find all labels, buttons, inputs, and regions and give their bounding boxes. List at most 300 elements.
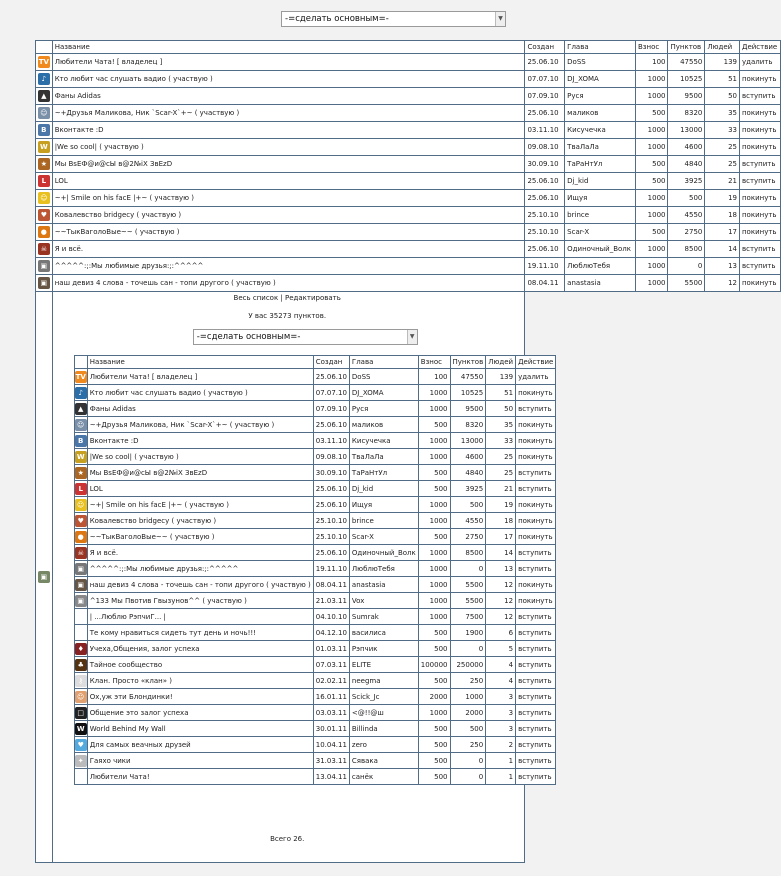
group-head: Кисучечка: [349, 433, 418, 449]
action-link[interactable]: вступить: [739, 156, 780, 173]
action-link[interactable]: покинуть: [739, 190, 780, 207]
created-date: 30.09.10: [525, 156, 565, 173]
icon-cell: [74, 465, 87, 481]
icon-cell: [74, 513, 87, 529]
fee: 500: [418, 673, 450, 689]
action-link[interactable]: вступить: [739, 241, 780, 258]
header-action: Действие: [739, 41, 780, 54]
table-row: [74, 513, 556, 529]
created-date: 03.11.10: [313, 433, 349, 449]
action-link[interactable]: удалить: [739, 54, 780, 71]
header-fee: Взнос: [418, 356, 450, 369]
action-link[interactable]: покинуть: [516, 593, 556, 609]
created-date: 08.04.11: [525, 275, 565, 292]
table-row: [74, 385, 556, 401]
table-row: [36, 71, 781, 88]
icon-cell: [74, 593, 87, 609]
points: 5500: [450, 593, 486, 609]
table-row: [74, 433, 556, 449]
action-link[interactable]: покинуть: [516, 385, 556, 401]
points: 10525: [668, 71, 705, 88]
people-count: 12: [486, 593, 516, 609]
action-link[interactable]: вступить: [516, 737, 556, 753]
table-row: [36, 122, 781, 139]
points: 5500: [668, 275, 705, 292]
created-date: 25.06.10: [313, 497, 349, 513]
action-link[interactable]: вступить: [516, 625, 556, 641]
created-date: 25.06.10: [313, 369, 349, 385]
people-count: 25: [705, 156, 740, 173]
action-link[interactable]: вступить: [516, 721, 556, 737]
table-row: [36, 207, 781, 224]
group-head: ЛюблюТебя: [349, 561, 418, 577]
inner-panel: [53, 292, 554, 862]
fee: 1000: [418, 577, 450, 593]
icon-cell: [36, 122, 53, 139]
full-list-link[interactable]: Весь список: [233, 294, 279, 302]
group-name: Мы BsЕФ@и@сЫ в@2№iX ЗвЕzD: [52, 156, 525, 173]
people-count: 12: [705, 275, 740, 292]
icon-cell: [74, 609, 87, 625]
gruzovik-icon: ▣: [75, 595, 87, 607]
action-link[interactable]: покинуть: [516, 417, 556, 433]
created-date: 07.07.10: [525, 71, 565, 88]
group-name: наш девиз 4 слова - точешь сан - топи другого ( участвую ): [87, 577, 313, 593]
points: 500: [450, 497, 486, 513]
table-row: [74, 465, 556, 481]
icon-cell: [36, 241, 53, 258]
group-head: Кисучечка: [565, 122, 636, 139]
people-count: 4: [486, 673, 516, 689]
group-head: <@!!@ш: [349, 705, 418, 721]
fee: 1000: [418, 705, 450, 721]
smile-icon: ☺: [38, 192, 50, 204]
action-link[interactable]: покинуть: [739, 224, 780, 241]
group-head: ТаРаНтУл: [565, 156, 636, 173]
group-head: DJ_XOMA: [349, 385, 418, 401]
created-date: 25.06.10: [313, 481, 349, 497]
icon-cell: [74, 641, 87, 657]
people-count: 33: [486, 433, 516, 449]
group-name: Общение это залог успеха: [87, 705, 313, 721]
created-date: 02.02.11: [313, 673, 349, 689]
fee: 1000: [418, 593, 450, 609]
people-count: 21: [486, 481, 516, 497]
created-date: 04.12.10: [313, 625, 349, 641]
list-links: [53, 294, 522, 302]
header-icon-cell: [36, 41, 53, 54]
table-row: [74, 417, 556, 433]
created-date: 03.03.11: [313, 705, 349, 721]
action-link[interactable]: покинуть: [516, 433, 556, 449]
group-head: Одиночный_Волк: [349, 545, 418, 561]
header-name: Название: [52, 41, 525, 54]
created-date: 07.03.11: [313, 657, 349, 673]
points: 0: [450, 769, 486, 785]
action-link[interactable]: вступить: [516, 753, 556, 769]
created-date: 09.08.10: [525, 139, 565, 156]
header-icon-cell: [74, 356, 87, 369]
people-count: 1: [486, 769, 516, 785]
points: 0: [450, 753, 486, 769]
group-head: Billinda: [349, 721, 418, 737]
icon-cell: [36, 105, 53, 122]
table-row: [36, 241, 781, 258]
group-head: санёк: [349, 769, 418, 785]
table-row: [36, 224, 781, 241]
created-date: 30.01.11: [313, 721, 349, 737]
total-count: Всего 26.: [270, 835, 305, 843]
icon-cell: [36, 173, 53, 190]
table-row: [74, 529, 556, 545]
created-date: 07.07.10: [313, 385, 349, 401]
action-link[interactable]: покинуть: [739, 139, 780, 156]
fee: 500: [418, 753, 450, 769]
header-head: Глава: [349, 356, 418, 369]
fee: 100: [418, 369, 450, 385]
icon-cell: [36, 88, 53, 105]
action-link[interactable]: покинуть: [516, 497, 556, 513]
action-link[interactable]: вступить: [516, 561, 556, 577]
skull-icon: ☠: [38, 243, 50, 255]
table-row: [74, 561, 556, 577]
fee: 500: [636, 173, 668, 190]
action-link[interactable]: вступить: [739, 88, 780, 105]
created-date: 25.10.10: [525, 224, 565, 241]
group-name: LOL: [87, 481, 313, 497]
points: 13000: [668, 122, 705, 139]
fee: 1000: [418, 401, 450, 417]
table-row: [36, 156, 781, 173]
created-date: 25.10.10: [313, 513, 349, 529]
people-count: 19: [705, 190, 740, 207]
header-row: [74, 356, 556, 369]
people-count: 18: [486, 513, 516, 529]
header-people: Людей: [486, 356, 516, 369]
points: 3925: [668, 173, 705, 190]
group-head: Рэпчик: [349, 641, 418, 657]
action-link[interactable]: покинуть: [739, 105, 780, 122]
action-link[interactable]: вступить: [516, 769, 556, 785]
action-link[interactable]: вступить: [516, 481, 556, 497]
group-name: ~~ТыкВаголоВые~~ ( участвую ): [52, 224, 525, 241]
people-count: 13: [486, 561, 516, 577]
action-link[interactable]: покинуть: [516, 513, 556, 529]
points-info: У вас 35273 пунктов.: [248, 312, 327, 320]
group-name: ~+Друзья Маликова, Ник `Scar-X`+~ ( участвую ): [87, 417, 313, 433]
group-head: Руся: [565, 88, 636, 105]
table-row: [74, 705, 556, 721]
fee: 500: [418, 641, 450, 657]
blank-icon: [75, 611, 87, 623]
action-link[interactable]: вступить: [739, 258, 780, 275]
people-count: 5: [486, 641, 516, 657]
action-link[interactable]: удалить: [516, 369, 556, 385]
created-date: 10.04.11: [313, 737, 349, 753]
icon-cell: [36, 71, 53, 88]
fee: 500: [418, 625, 450, 641]
fee: 500: [418, 465, 450, 481]
success-icon: ♦: [75, 643, 87, 655]
table-row: [74, 769, 556, 785]
weso-cool-icon: W: [38, 141, 50, 153]
cool-icon: ♥: [75, 739, 87, 751]
group-name: Те кому нравиться сидеть тут день и ночь!!!: [87, 625, 313, 641]
table-row: [74, 545, 556, 561]
comm-icon: □: [75, 707, 87, 719]
group-name: LOL: [52, 173, 525, 190]
blank-icon: [75, 771, 87, 783]
icon-cell: [74, 737, 87, 753]
group-name: ^133 Мы Пвотив Гвызунов^^ ( участвую ): [87, 593, 313, 609]
table-row: [36, 105, 781, 122]
points: 8320: [668, 105, 705, 122]
bridges-icon: ♥: [38, 209, 50, 221]
best-icon: ★: [75, 467, 87, 479]
points: 10525: [450, 385, 486, 401]
group-name: Я и всё.: [87, 545, 313, 561]
group-head: brince: [349, 513, 418, 529]
action-link[interactable]: вступить: [516, 545, 556, 561]
table-row: [74, 577, 556, 593]
group-head: Dj_kid: [565, 173, 636, 190]
points: 2750: [450, 529, 486, 545]
points: 4550: [668, 207, 705, 224]
action-link[interactable]: вступить: [516, 657, 556, 673]
tv-orange-icon: TV: [38, 58, 49, 66]
action-link[interactable]: вступить: [516, 689, 556, 705]
points: 500: [668, 190, 705, 207]
table-row: [74, 593, 556, 609]
adidas-icon: ▲: [38, 90, 50, 102]
group-name: Кто любит час слушать вадио ( участвую ): [87, 385, 313, 401]
people-count: 18: [705, 207, 740, 224]
action-link[interactable]: покинуть: [516, 449, 556, 465]
group-name: Кто любит час слушать вадио ( участвую ): [52, 71, 525, 88]
group-head: Ищуя: [565, 190, 636, 207]
group-head: Руся: [349, 401, 418, 417]
points: 47550: [668, 54, 705, 71]
people-count: 3: [486, 689, 516, 705]
created-date: 19.11.10: [525, 258, 565, 275]
points: 8500: [450, 545, 486, 561]
points: 8320: [450, 417, 486, 433]
fee: 500: [418, 529, 450, 545]
table-row: [74, 753, 556, 769]
smile-icon: ☺: [75, 499, 87, 511]
header-action: Действие: [516, 356, 556, 369]
group-head: маликов: [565, 105, 636, 122]
photo2-icon: ▣: [75, 579, 87, 591]
blonde-icon: ☺: [75, 691, 87, 703]
main-group-select-value: -=сделать основным=-: [285, 14, 389, 24]
icon-cell: [36, 207, 53, 224]
inner-group-select[interactable]: [193, 329, 418, 345]
header-points: Пунктов: [668, 41, 705, 54]
group-head: zero: [349, 737, 418, 753]
action-link[interactable]: вступить: [516, 401, 556, 417]
created-date: 13.04.11: [313, 769, 349, 785]
action-link[interactable]: покинуть: [516, 529, 556, 545]
action-link[interactable]: вступить: [516, 673, 556, 689]
group-head: ELITE: [349, 657, 418, 673]
people-count: 25: [486, 465, 516, 481]
people-count: 12: [486, 577, 516, 593]
table-row: [74, 721, 556, 737]
group-head: neegma: [349, 673, 418, 689]
points: 500: [450, 721, 486, 737]
table-row: [74, 481, 556, 497]
created-date: 31.03.11: [313, 753, 349, 769]
action-link[interactable]: вступить: [516, 465, 556, 481]
action-link[interactable]: покинуть: [739, 207, 780, 224]
group-name: |We so cool| ( участвую ): [87, 449, 313, 465]
group-head: anastasia: [349, 577, 418, 593]
group-head: Scar-X: [349, 529, 418, 545]
key-icon: ⚷: [75, 675, 87, 687]
group-name: ~~ТыкВаголоВые~~ ( участвую ): [87, 529, 313, 545]
chevron-down-icon: ▼: [495, 12, 505, 26]
created-date: 25.06.10: [313, 545, 349, 561]
header-name: Название: [87, 356, 313, 369]
icon-cell: [74, 449, 87, 465]
expanded-content-cell: [52, 292, 554, 863]
people-count: 33: [705, 122, 740, 139]
table-row: [36, 275, 781, 292]
points: 2750: [668, 224, 705, 241]
action-link[interactable]: вступить: [516, 609, 556, 625]
points: 8500: [668, 241, 705, 258]
group-head: Scar-X: [565, 224, 636, 241]
people-count: 35: [705, 105, 740, 122]
group-name: Ковалевство bridgecy ( участвую ): [87, 513, 313, 529]
points: 4600: [450, 449, 486, 465]
table-row: [36, 173, 781, 190]
people-count: 50: [705, 88, 740, 105]
people-count: 1: [486, 753, 516, 769]
points: 3925: [450, 481, 486, 497]
group-name: Ковалевство bridgecy ( участвую ): [52, 207, 525, 224]
created-date: 16.01.11: [313, 689, 349, 705]
group-head: Vox: [349, 593, 418, 609]
table-row: [36, 88, 781, 105]
fee: 1000: [418, 449, 450, 465]
icon-cell: [74, 721, 87, 737]
fee: 1000: [418, 433, 450, 449]
people-count: 6: [486, 625, 516, 641]
edit-link[interactable]: Редактировать: [285, 294, 341, 302]
group-head: ТваЛаЛа: [349, 449, 418, 465]
group-name: Учеха,Общения, залог успеха: [87, 641, 313, 657]
group-name: ^^^^^:;:Мы любимые друзья:;:^^^^^: [87, 561, 313, 577]
group-head: anastasia: [565, 275, 636, 292]
header-points: Пунктов: [450, 356, 486, 369]
icon-cell: [74, 497, 87, 513]
group-name: Ох,уж эти Блондинки!: [87, 689, 313, 705]
main-group-select[interactable]: [281, 11, 506, 27]
points: 7500: [450, 609, 486, 625]
fee: 500: [636, 156, 668, 173]
friends-icon: ☺: [38, 107, 50, 119]
action-link[interactable]: покинуть: [739, 71, 780, 88]
group-name: Фаны Adidas: [87, 401, 313, 417]
icon-cell: [74, 561, 87, 577]
fee: 500: [636, 105, 668, 122]
points: 1000: [450, 689, 486, 705]
points: 250000: [450, 657, 486, 673]
group-head: Sumrak: [349, 609, 418, 625]
header-head: Глава: [565, 41, 636, 54]
fee: 100000: [418, 657, 450, 673]
radio-icon: ♪: [75, 387, 87, 399]
points: 47550: [450, 369, 486, 385]
group-name: Гаяхо чики: [87, 753, 313, 769]
created-date: 21.03.11: [313, 593, 349, 609]
bridges-icon: ♥: [75, 515, 87, 527]
created-date: 19.11.10: [313, 561, 349, 577]
table-row: [74, 673, 556, 689]
icon-cell: [74, 545, 87, 561]
people-count: 17: [705, 224, 740, 241]
action-link[interactable]: покинуть: [516, 577, 556, 593]
icon-cell: [36, 156, 53, 173]
table-row: [74, 689, 556, 705]
fee: 1000: [418, 497, 450, 513]
action-link[interactable]: вступить: [739, 173, 780, 190]
action-link[interactable]: вступить: [516, 641, 556, 657]
table-row: [74, 625, 556, 641]
group-name: Фаны Adidas: [52, 88, 525, 105]
icon-cell: [36, 275, 53, 292]
points: 4550: [450, 513, 486, 529]
icon-cell: [74, 433, 87, 449]
fee: 1000: [636, 207, 668, 224]
people-count: 12: [486, 609, 516, 625]
points: 1900: [450, 625, 486, 641]
group-head: василиса: [349, 625, 418, 641]
points: 9500: [668, 88, 705, 105]
header-created: Создан: [525, 41, 565, 54]
icon-cell: [74, 689, 87, 705]
action-link[interactable]: покинуть: [739, 122, 780, 139]
group-head: Одиночный_Волк: [565, 241, 636, 258]
link-separator: |: [280, 294, 283, 302]
group-name: Любители Чата!: [87, 769, 313, 785]
fee: 1000: [418, 513, 450, 529]
icon-cell: [74, 401, 87, 417]
action-link[interactable]: вступить: [516, 705, 556, 721]
icon-cell: [36, 139, 53, 156]
fee: 1000: [636, 275, 668, 292]
inner-group-select-value: -=сделать основным=-: [196, 332, 301, 342]
created-date: 04.10.10: [313, 609, 349, 625]
fee: 500: [418, 721, 450, 737]
table-row: [74, 641, 556, 657]
people-count: 25: [486, 449, 516, 465]
icon-cell: [74, 385, 87, 401]
vkontakte-icon: B: [75, 435, 87, 447]
action-link[interactable]: покинуть: [739, 275, 780, 292]
created-date: 25.06.10: [525, 54, 565, 71]
created-date: 03.11.10: [525, 122, 565, 139]
people-count: 139: [486, 369, 516, 385]
group-name: Вконтакте :D: [52, 122, 525, 139]
people-count: 35: [486, 417, 516, 433]
points: 250: [450, 673, 486, 689]
groups-table: [35, 40, 781, 863]
skull-icon: ☠: [75, 547, 87, 559]
people-count: 2: [486, 737, 516, 753]
